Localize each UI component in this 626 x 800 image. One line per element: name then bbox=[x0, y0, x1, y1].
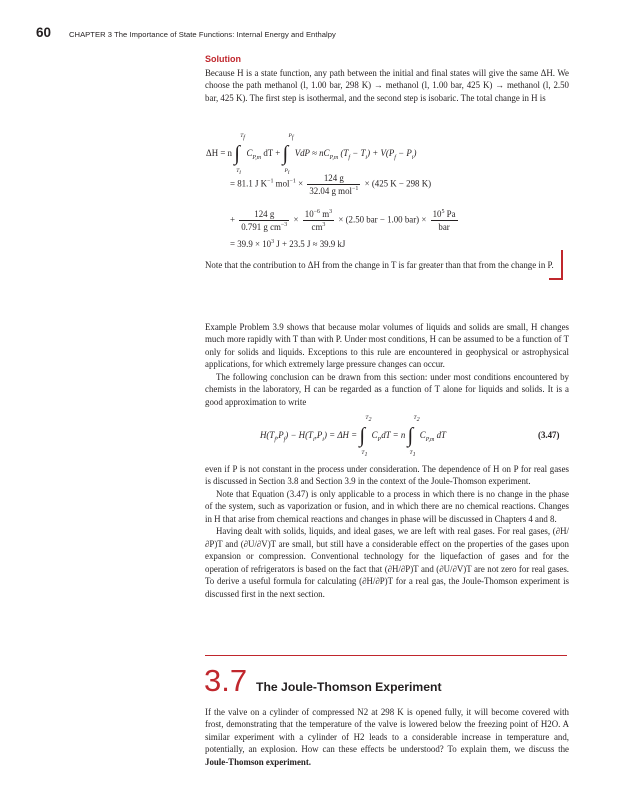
solution-heading: Solution bbox=[205, 54, 241, 64]
eq2-denominator: 32.04 g mol bbox=[309, 186, 352, 196]
body-paragraphs-bottom bbox=[205, 463, 569, 600]
integral-sign-p: ∫ $P_f$ $P_i$ bbox=[282, 133, 294, 177]
solution-end-bracket-horizontal bbox=[549, 278, 563, 280]
eq347-f: i bbox=[312, 436, 315, 443]
eq347-up-b-sub: 2 bbox=[416, 417, 420, 424]
eq3-num2-exp2: 3 bbox=[329, 209, 333, 216]
eq3-fraction-3 bbox=[431, 208, 458, 233]
section-title: The Joule-Thomson Experiment bbox=[256, 680, 442, 694]
eq2-suffix: × (425 K − 298 K) bbox=[364, 178, 432, 189]
eq347-d: f bbox=[283, 436, 286, 443]
body-paragraph-1: Example Problem 3.9 shows that because molar volumes of liquids and solids are small, H changes much more rapidly with T than with P. Under most conditions, H can be assumed to be a function of T only for solids and liquids. Exceptions to this rule are encountered in geophysical or astrophysical applications, for which extremely large pressure changes can occur. bbox=[205, 322, 569, 370]
eq1-r6: f bbox=[394, 154, 396, 161]
section-paragraph-text: If the valve on a cylinder of compressed N2 at 298 K is opened fully, it will become covered with frost, demonstrating that the temperature of the valve is lowered below the freezing point of H2O. A similar experiment with a cylinder of H2 leads to a considerable increase in temperature and, potentially, an explosion. How can these effects be understood? To explain them, we discuss the bbox=[205, 707, 569, 755]
section-divider-rule bbox=[205, 655, 567, 656]
eq1-r8: i bbox=[411, 154, 414, 161]
eq1-upper-t-sub: f bbox=[243, 135, 245, 142]
eq1-upper-p: P bbox=[288, 133, 292, 139]
eq1-lower-p-sub: i bbox=[287, 170, 290, 177]
eq3-den2: cm bbox=[311, 222, 323, 232]
eq347-up-a-sub: 2 bbox=[368, 417, 372, 424]
body-paragraph-5: Having dealt with solids, liquids, and ideal gases, we are left with real gases. For real gases, (∂H/∂P)T and (∂U/∂V)T are small, but still have a considerable effect on the properties of the gases upon expansion or compression. Conventional technology for the liquefaction of gases and for the operation of refrigerators is based on the fact that (∂H/∂P)T and (∂U/∂V)T are not zero for real gases. To derive a useful formula for calculating (∂H/∂P)T for a real gas, the Joule-Thomson experiment is discussed first in the next section. bbox=[205, 526, 569, 599]
body-paragraph-2: The following conclusion can be drawn from this section: under most conditions encountered by chemists in the laboratory, H can be regarded as a function of T alone for liquids and solids. It is a good approximation to write bbox=[205, 371, 569, 407]
eq3-fraction-2 bbox=[303, 208, 334, 233]
eq3-plus: + bbox=[230, 214, 236, 225]
body-paragraph-3: even if P is not constant in the process under consideration. The dependence of H on P for real gases is discussed in Section 3.8 and Section 3.9 in the context of the Joule-Thomson experiment. bbox=[205, 464, 569, 487]
eq3-fraction-1 bbox=[239, 208, 289, 233]
eq347-g: ,P bbox=[314, 430, 323, 441]
section-paragraph-bold-term: Joule-Thomson experiment. bbox=[205, 756, 312, 767]
section-intro-block bbox=[205, 706, 569, 768]
equation-enthalpy-integral bbox=[206, 133, 417, 177]
eq3-num2-rest: m bbox=[320, 209, 330, 219]
eq3-num2: 10 bbox=[304, 209, 314, 219]
eq4-suffix: J + 23.5 J ≈ 39.9 kJ bbox=[274, 239, 346, 249]
page-number: 60 bbox=[36, 25, 52, 40]
solution-end-bracket-vertical bbox=[561, 250, 563, 280]
section-number: 3.7 bbox=[204, 663, 248, 698]
eq3-den1: 0.791 g cm bbox=[241, 222, 281, 232]
eq3-den2-exp: 3 bbox=[322, 222, 326, 229]
integral-sign-t: ∫ $T_f$ $T_i$ bbox=[234, 133, 245, 177]
eq2-den-exp: −1 bbox=[351, 186, 359, 193]
eq347-lo-a-sub: 1 bbox=[364, 452, 368, 459]
eq1-lower-t-sub: i bbox=[239, 170, 241, 177]
eq1-r7: − P bbox=[395, 148, 412, 159]
eq1-r3: − T bbox=[350, 148, 366, 159]
eq3-num1: 124 g bbox=[239, 208, 289, 221]
running-header bbox=[36, 25, 336, 40]
eq347-i: ) = ΔH = bbox=[323, 430, 358, 441]
eq3-mid: × (2.50 bar − 1.00 bar) × bbox=[338, 214, 427, 225]
equation-number: (3.47) bbox=[538, 430, 560, 440]
chapter-title: CHAPTER 3 The Importance of State Functions: Internal Energy and Enthalpy bbox=[69, 30, 336, 39]
body-paragraphs-top bbox=[205, 321, 569, 408]
solution-paragraph-block bbox=[205, 67, 569, 104]
equation-result bbox=[230, 239, 345, 249]
eq1-upper-p-sub: f bbox=[291, 135, 294, 142]
eq1-r4: i bbox=[365, 154, 368, 161]
eq3-times1: × bbox=[293, 214, 299, 225]
eq1-lhs: ΔH = n bbox=[206, 148, 232, 159]
eq3-den3: bar bbox=[438, 222, 450, 232]
eq347-b: f bbox=[274, 436, 276, 443]
eq347-up-b: T bbox=[413, 415, 417, 421]
solution-note: Note that the contribution to ΔH from the change in T is far greater than that from the change in P. bbox=[205, 260, 554, 270]
solution-paragraph: Because H is a state function, any path between the initial and final states will give the same ΔH. We choose the path methanol (l, 1.00 bar, 298 K) → methanol (l, 1.00 bar, 425 K) → methanol (l, 2.50 bar, 425 K). The first step is isothermal, and the second step is isobaric. The total change in H is bbox=[205, 68, 569, 103]
body-paragraph-4: Note that Equation (3.47) is only applicable to a process in which there is no change in the phase of the system, such as vaporization or fusion, and in which there are no chemical reactions. Changes in H that arise from chemical reactions and changes in phase will be discussed in Chapters 4 and 8. bbox=[205, 488, 569, 524]
eq2-times: × bbox=[295, 178, 304, 189]
eq347-a: H(T bbox=[260, 430, 275, 441]
eq2-exp2: −1 bbox=[289, 178, 296, 185]
eq347-body1-sub: P bbox=[377, 436, 382, 443]
section-paragraph bbox=[205, 706, 569, 768]
eq4-prefix: = 39.9 × 10 bbox=[230, 239, 272, 249]
integral-sign-347a: ∫ $T_2$ $T_1$ bbox=[359, 415, 372, 459]
eq2-exp1: −1 bbox=[267, 178, 274, 185]
eq347-up-a: T bbox=[365, 415, 369, 421]
eq3-num2-exp: −6 bbox=[313, 209, 321, 216]
eq2-prefix: = 81.1 J K bbox=[230, 178, 268, 189]
solution-note-block bbox=[205, 259, 557, 271]
equation-step-one bbox=[230, 172, 431, 197]
eq1-lower-t: T bbox=[236, 168, 240, 174]
eq347-e: ) − H(T bbox=[285, 430, 313, 441]
integral-sign-347b: ∫ $T_2$ $T_1$ bbox=[407, 415, 420, 459]
eq347-lo-b: T bbox=[409, 450, 413, 456]
eq347-body1-rest: dT = n bbox=[381, 430, 406, 441]
eq1-r5: ) + V(P bbox=[367, 148, 395, 159]
eq1-vdp: VdP ≈ nC bbox=[294, 148, 330, 159]
eq347-lo-a: T bbox=[361, 450, 365, 456]
eq347-body2-rest: dT bbox=[434, 430, 446, 441]
eq347-body2-sub: P,m bbox=[425, 436, 435, 443]
eq3-num3: 10 bbox=[432, 209, 442, 219]
eq1-cp: C bbox=[246, 148, 253, 159]
eq3-num3-exp: 5 bbox=[441, 209, 445, 216]
eq1-vdp-sub: P,m bbox=[329, 154, 339, 161]
eq4-exp: 3 bbox=[271, 239, 275, 246]
eq1-r1: (T bbox=[340, 148, 349, 159]
eq3-den1-exp: −3 bbox=[280, 222, 288, 229]
eq347-c: ,P bbox=[275, 430, 284, 441]
eq2-fraction bbox=[307, 172, 360, 197]
eq347-body2: C bbox=[419, 430, 426, 441]
eq1-cp-sub: P,m bbox=[252, 154, 262, 161]
eq3-num3-rest: Pa bbox=[444, 209, 456, 219]
eq1-dt: dT + bbox=[263, 148, 281, 159]
equation-3-47 bbox=[260, 415, 446, 459]
eq347-body1: C bbox=[371, 430, 378, 441]
eq1-r9: ) bbox=[413, 148, 417, 159]
eq1-r2: f bbox=[348, 154, 351, 161]
eq2-mid: mol bbox=[273, 178, 290, 189]
eq1-upper-t: T bbox=[240, 133, 244, 139]
eq2-numerator: 124 g bbox=[307, 172, 360, 185]
eq347-h: i bbox=[322, 436, 324, 443]
eq1-lower-p: P bbox=[284, 168, 288, 174]
equation-step-two bbox=[230, 208, 460, 233]
eq347-lo-b-sub: 1 bbox=[412, 452, 416, 459]
